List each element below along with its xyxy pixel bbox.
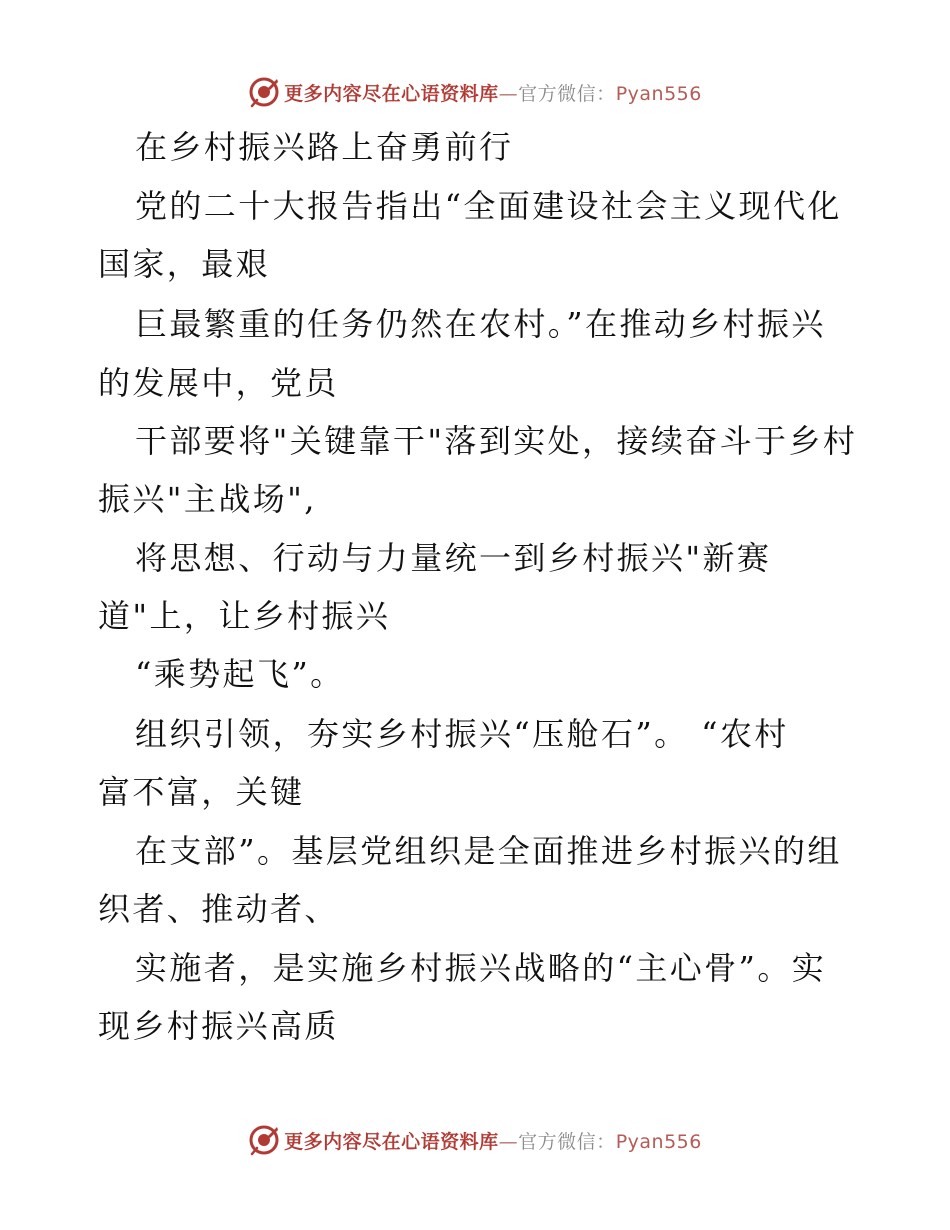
- paragraph-line: 在支部”。基层党组织是全面推进乡村振兴的组: [135, 832, 842, 870]
- header-banner-text: [284, 79, 702, 106]
- footer-banner: [0, 1120, 950, 1160]
- banner-separator: —: [498, 1130, 519, 1153]
- paragraph-line: 党的二十大报告指出“全面建设社会主义现代化: [135, 187, 842, 225]
- paragraph-line: “乘势起飞”。: [135, 655, 345, 693]
- paragraph-line: 道"上，让乡村振兴: [98, 597, 391, 635]
- banner-main-text: 更多内容尽在心语资料库: [284, 1130, 499, 1153]
- banner-wechat-id: Pyan556: [615, 1130, 702, 1153]
- paragraph-line: 干部要将"关键靠干"落到实处，接续奋斗于乡村: [135, 422, 858, 460]
- paragraph-line: 巨最繁重的任务仍然在农村。”在推动乡村振兴: [135, 305, 826, 343]
- paragraph-line: 国家，最艰: [98, 245, 271, 283]
- banner-main-text: 更多内容尽在心语资料库: [284, 82, 499, 105]
- footer-banner-text: [284, 1127, 702, 1154]
- paragraph-line: 振兴"主战场",: [98, 480, 317, 518]
- pen-circle-logo-icon: [248, 76, 280, 108]
- banner-wechat-label: 官方微信：: [518, 1130, 616, 1153]
- banner-wechat-id: Pyan556: [615, 82, 702, 105]
- paragraph-line: 将思想、行动与力量统一到乡村振兴"新赛: [135, 539, 772, 577]
- banner-wechat-label: 官方微信：: [518, 82, 616, 105]
- paragraph-line: 实施者，是实施乡村振兴战略的“主心骨”。实: [135, 949, 827, 987]
- pen-circle-logo-icon: [248, 1124, 280, 1156]
- paragraph-line: 的发展中，党员: [98, 364, 339, 402]
- paragraph-line: 现乡村振兴高质: [98, 1007, 339, 1045]
- paragraph-line: 组织引领，夯实乡村振兴“压舱石”。 “农村: [135, 715, 789, 753]
- header-banner: [0, 72, 950, 112]
- paragraph-line: 富不富，关键: [98, 773, 305, 811]
- paragraph-line: 织者、推动者、: [98, 890, 339, 928]
- document-title: 在乡村振兴路上奋勇前行: [135, 128, 514, 166]
- banner-separator: —: [498, 82, 519, 105]
